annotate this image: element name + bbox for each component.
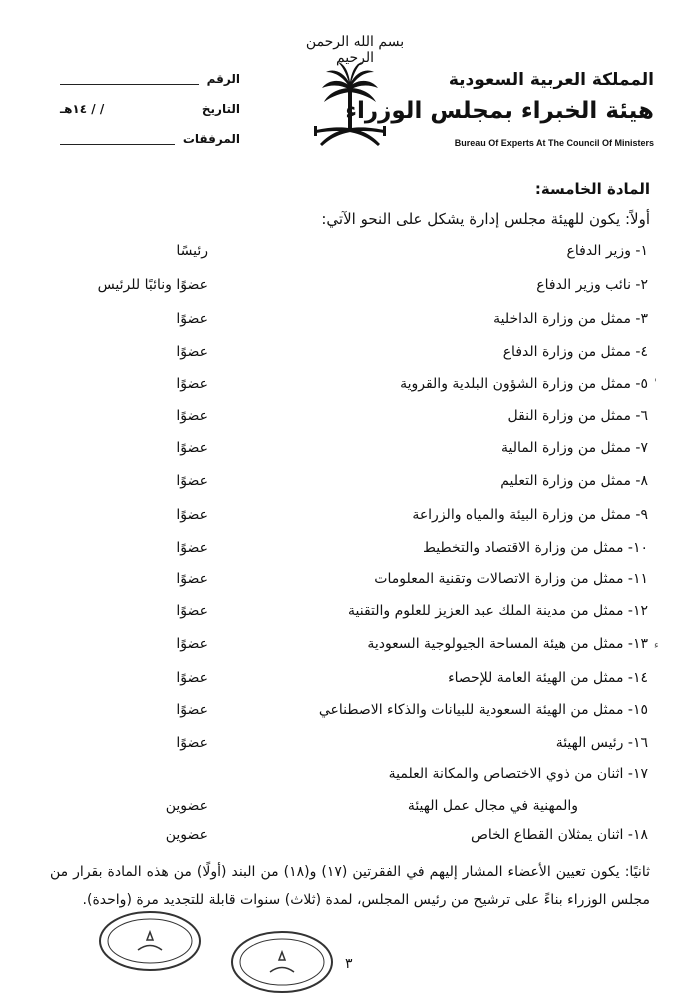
- member-item: ٨- ممثل من وزارة التعليم: [500, 473, 648, 489]
- member-item: ١٥- ممثل من الهيئة السعودية للبيانات والذكاء الاصطناعي: [318, 702, 648, 718]
- member-item: ٢- نائب وزير الدفاع: [536, 277, 648, 293]
- member-role: عضوًا: [176, 670, 208, 686]
- ref-field: [60, 72, 240, 86]
- scan-mark: ء: [654, 640, 659, 651]
- member-role: عضوين: [165, 827, 208, 843]
- member-role: عضوًا: [176, 636, 208, 652]
- article-heading: المادة الخامسة:: [534, 180, 650, 198]
- attachments-field: [60, 132, 240, 146]
- date-field: [60, 102, 240, 116]
- article-second-paragraph: ثانيًا: يكون تعيين الأعضاء المشار إليهم في الفقرتين (١٧) و(١٨) من البند (أولًا) من هذه المادة بقرار من مجلس الوزراء بناءً على ترشيح من رئيس المجلس، لمدة (ثلاث) سنوات قابلة للتجديد مرة (واحدة).: [50, 864, 650, 908]
- member-role: عضوًا ونائبًا للرئيس: [97, 277, 208, 293]
- member-item: ١٠- ممثل من وزارة الاقتصاد والتخطيط: [422, 540, 648, 556]
- official-stamp-left-icon: [98, 910, 202, 972]
- org-name-english: Bureau Of Experts At The Council Of Ministers: [454, 138, 654, 148]
- member-role: عضوًا: [176, 311, 208, 327]
- member-item: ١٦- رئيس الهيئة: [555, 735, 648, 751]
- member-role: رئيسًا: [176, 243, 208, 259]
- member-role: عضوًا: [176, 702, 208, 718]
- member-item: ٧- ممثل من وزارة المالية: [501, 440, 648, 456]
- member-role: عضوًا: [176, 344, 208, 360]
- member-item: والمهنية في مجال عمل الهيئة: [407, 798, 578, 814]
- member-item: ٦- ممثل من وزارة النقل: [507, 408, 648, 424]
- member-item: ١٧- اثنان من ذوي الاختصاص والمكانة العلمية: [388, 766, 648, 782]
- member-role: عضوًا: [176, 440, 208, 456]
- member-item: ١١- ممثل من وزارة الاتصالات وتقنية المعلومات: [374, 571, 648, 587]
- member-item: ٣- ممثل من وزارة الداخلية: [493, 311, 648, 327]
- member-role: عضوين: [165, 798, 208, 814]
- member-role: عضوًا: [176, 507, 208, 523]
- member-role: عضوًا: [176, 571, 208, 587]
- member-role: عضوًا: [176, 540, 208, 556]
- org-bureau-arabic: هيئة الخبراء بمجلس الوزراء: [345, 98, 654, 124]
- member-role: عضوًا: [176, 473, 208, 489]
- article-intro: أولاً: يكون للهيئة مجلس إدارة يشكل على النحو الآتي:: [321, 210, 650, 228]
- member-item: ١٨- اثنان يمثلان القطاع الخاص: [470, 827, 648, 843]
- member-item: ٥- ممثل من وزارة الشؤون البلدية والقروية: [400, 376, 648, 392]
- org-name-arabic: المملكة العربية السعودية: [448, 70, 654, 90]
- ref-line: [60, 72, 199, 85]
- attachments-label: المرفقات: [182, 132, 240, 146]
- member-role: عضوًا: [176, 408, 208, 424]
- member-role: عضوًا: [176, 735, 208, 751]
- ref-label: الرقم: [206, 72, 240, 86]
- member-item: ١٤- ممثل من الهيئة العامة للإحصاء: [448, 670, 648, 686]
- member-item: ٤- ممثل من وزارة الدفاع: [502, 344, 648, 360]
- member-role: عضوًا: [176, 376, 208, 392]
- attachments-line: [60, 132, 175, 145]
- basmala: بسم الله الرحمن الرحيم: [305, 34, 405, 66]
- member-item: ١٣- ممثل من هيئة المساحة الجيولوجية السعودية: [367, 636, 648, 652]
- member-item: ١٢- ممثل من مدينة الملك عبد العزيز للعلوم والتقنية: [348, 603, 648, 619]
- page-number: ٣: [345, 956, 353, 972]
- member-item: ١- وزير الدفاع: [566, 243, 648, 259]
- date-label: التاريخ: [201, 102, 240, 116]
- member-item: ٩- ممثل من وزارة البيئة والمياه والزراعة: [412, 507, 648, 523]
- date-value: / / ١٤هـ: [60, 102, 105, 116]
- member-role: عضوًا: [176, 603, 208, 619]
- official-stamp-right-icon: [230, 930, 334, 994]
- scan-mark: ': [654, 378, 657, 389]
